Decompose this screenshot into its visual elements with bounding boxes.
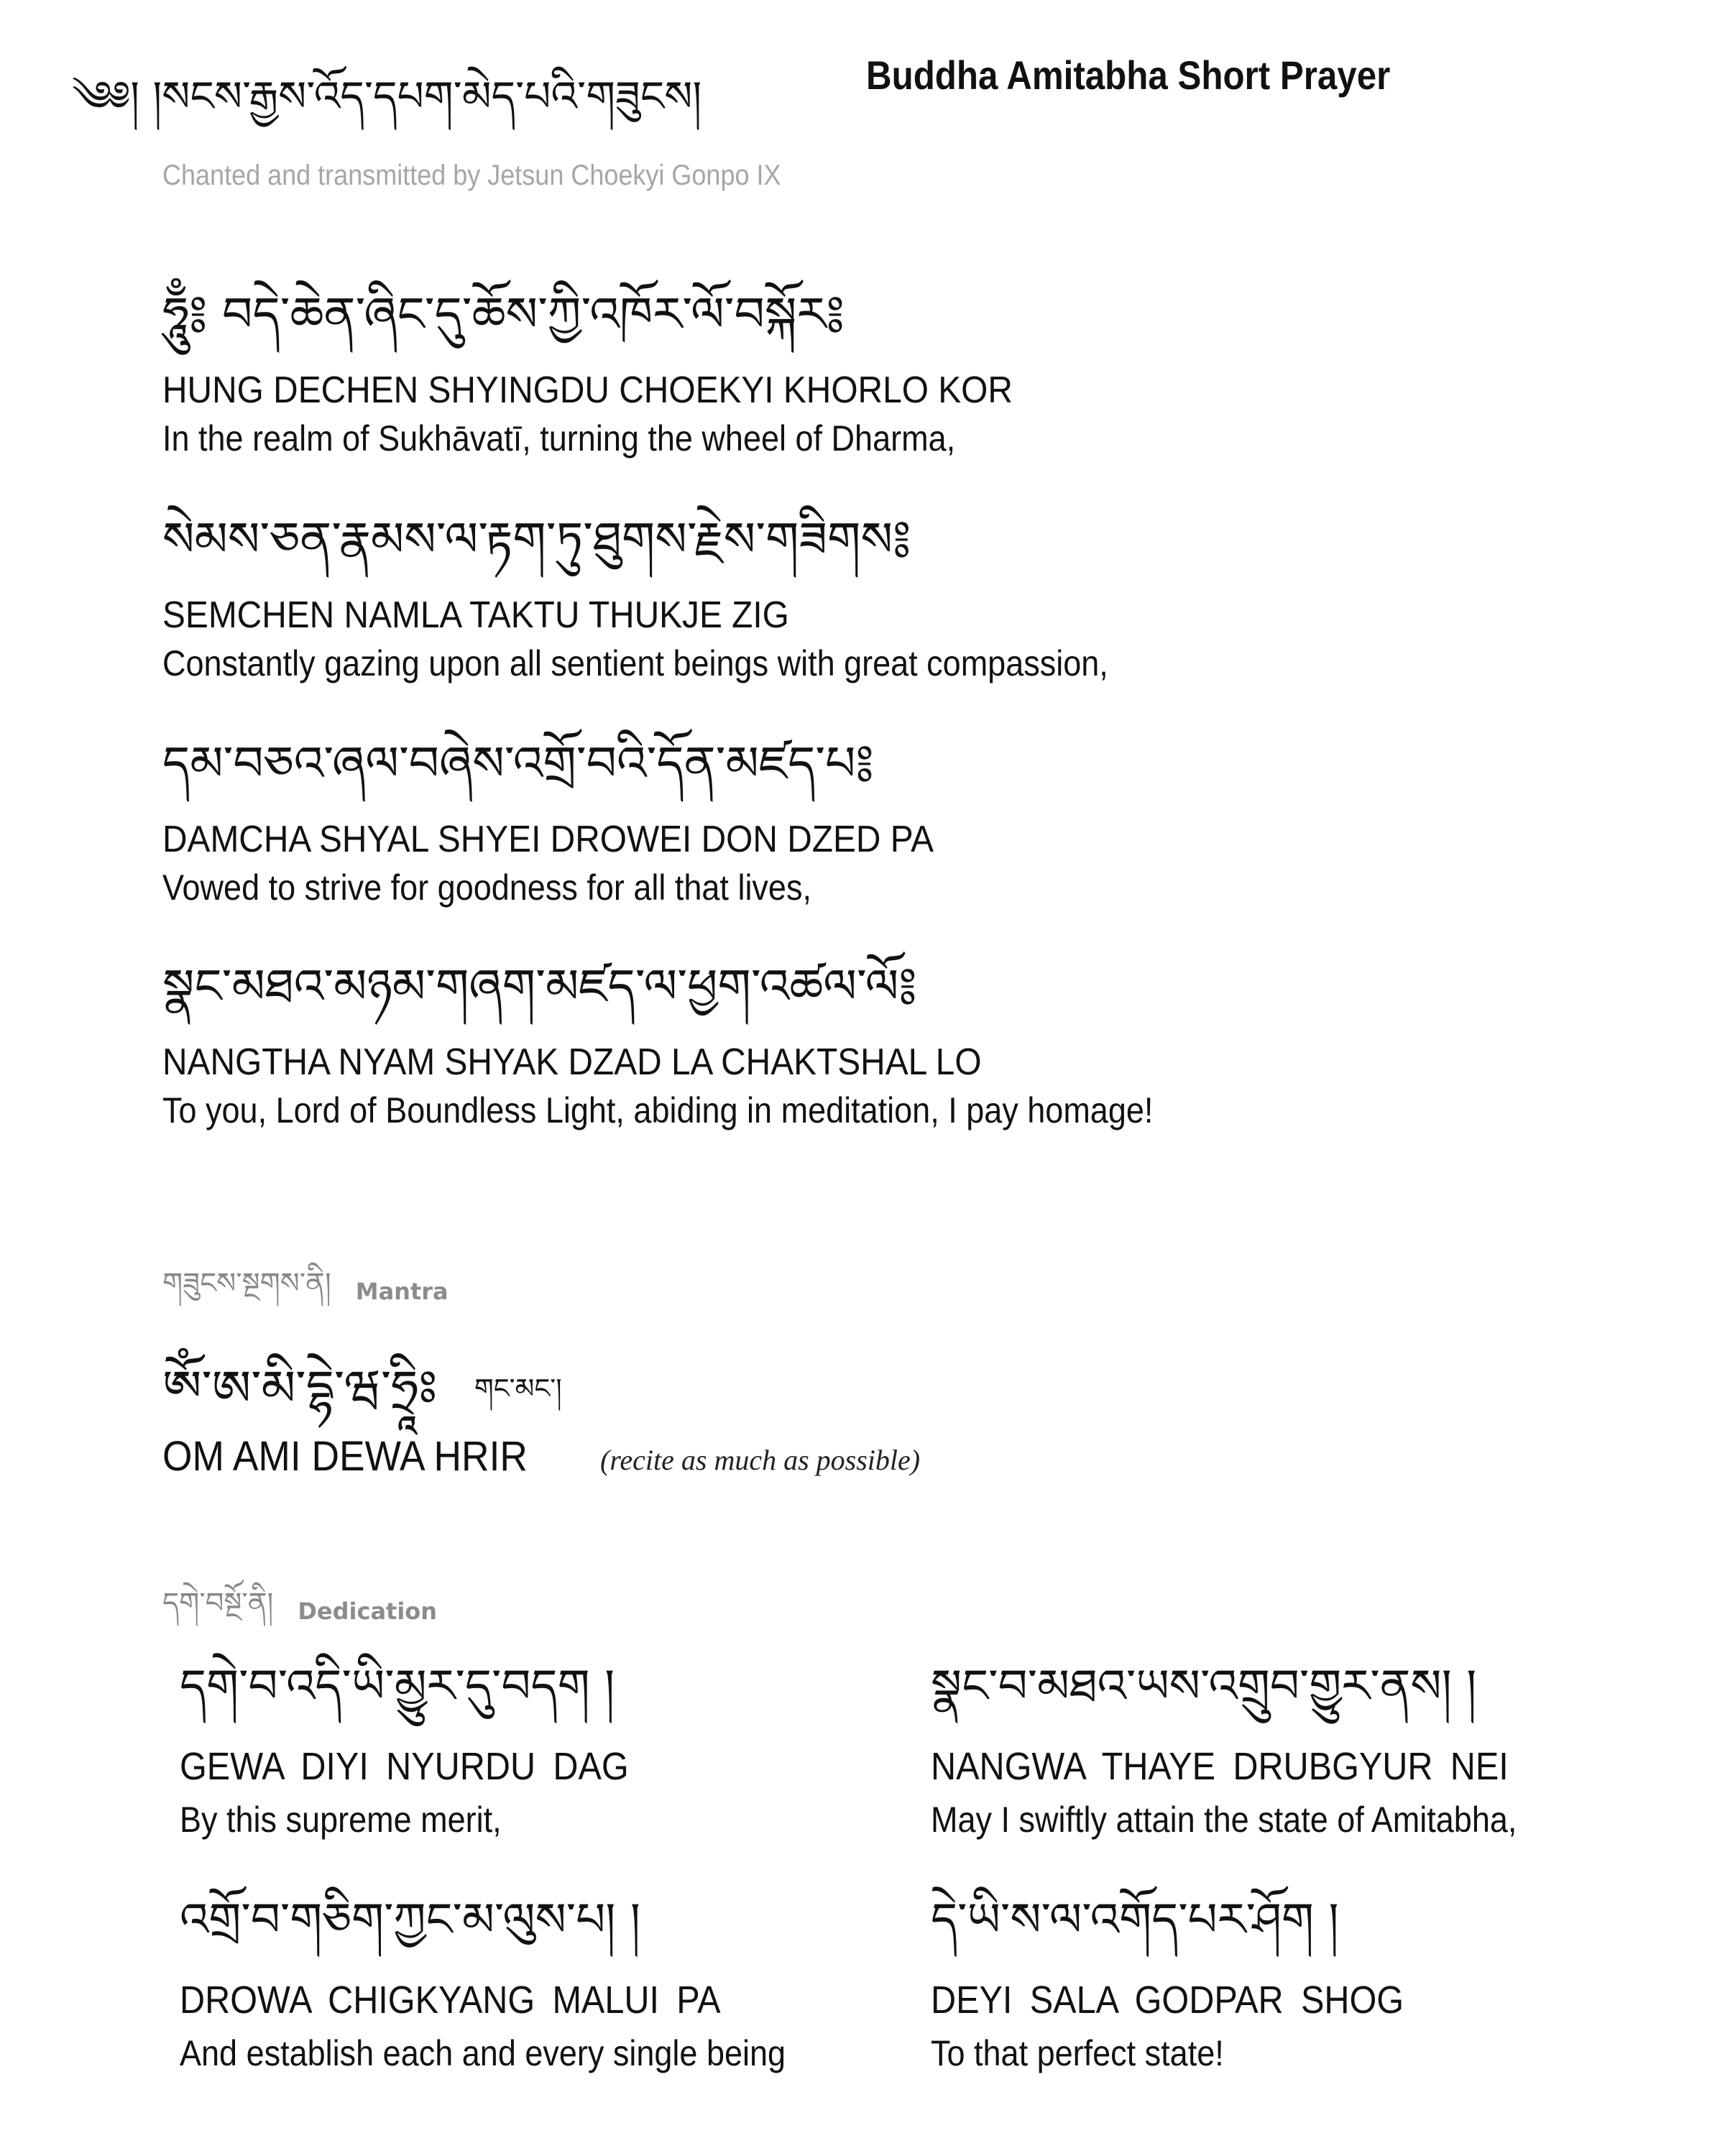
mantra-heading-label: Mantra [355, 1277, 448, 1305]
verse-translation: Constantly gazing upon all sentient beings with great compassion, [162, 643, 1108, 683]
dedication-line-4 [931, 1894, 1456, 2074]
verse-tibetan: སེམས་ཅན་རྣམས་ལ་རྟག་ཏུ་ཐུགས་རྗེས་གཟིགས༔ [162, 512, 911, 567]
dedication-transliteration: GEWA DIYI NYURDU DAG [180, 1745, 629, 1788]
credit-line: Chanted and transmitted by Jetsun Choekyi Gonpo IX [162, 160, 781, 191]
verse-4 [162, 959, 1264, 1130]
verse-translation: Vowed to strive for goodness for all that lives, [162, 867, 811, 908]
verse-transliteration: NANGTHA NYAM SHYAK DZAD LA CHAKTSHAL LO [162, 1041, 982, 1083]
dedication-transliteration: DROWA CHIGKYANG MALUI PA [180, 1978, 721, 2022]
dedication-line-3 [180, 1894, 853, 2074]
mantra-note: (recite as much as possible) [600, 1444, 921, 1476]
dedication-tibetan: དགེ་བ་འདི་ཡི་མྱུར་དུ་བདག ། [180, 1660, 615, 1713]
dedication-translation: By this supreme merit, [180, 1800, 502, 1840]
mantra-tibetan: ཨོཾ་ཨ་མི་དྷེ་ཝ་ཧྲཱིཿ [162, 1360, 438, 1417]
mantra-heading [162, 1250, 448, 1332]
dedication-translation: And establish each and every single being [180, 2033, 786, 2073]
dedication-heading [162, 1570, 437, 1651]
verse-transliteration: DAMCHA SHYAL SHYEI DROWEI DON DZED PA [162, 819, 934, 860]
dedication-line-2 [931, 1660, 1582, 1841]
verse-translation: To you, Lord of Boundless Light, abiding in meditation, I pay homage! [162, 1090, 1154, 1130]
dedication-tibetan: སྣང་བ་མཐའ་ཡས་འགྲུབ་གྱུར་ནས། ། [931, 1660, 1477, 1713]
verse-tibetan: སྣང་མཐའ་མཉམ་གཞག་མཛད་ལ་ཕྱག་འཚལ་ལོ༔ [162, 959, 917, 1014]
dedication-translation: May I swiftly attain the state of Amitabha, [931, 1800, 1517, 1840]
mantra-transliteration: OM AMI DEWA HRIR [162, 1433, 528, 1480]
dedication-tibetan: འགྲོ་བ་གཅིག་ཀྱང་མ་ལུས་པ། ། [180, 1894, 641, 1947]
verse-transliteration: SEMCHEN NAMLA TAKTU THUKJE ZIG [162, 594, 789, 636]
verse-tibetan: དམ་བཅའ་ཞལ་བཞེས་འགྲོ་བའི་དོན་མཛད་པ༔ [162, 736, 874, 791]
verse-translation: In the realm of Sukhāvatī, turning the wheel of Dharma, [162, 418, 956, 459]
page-title: Buddha Amitabha Short Prayer [866, 52, 1391, 98]
tibetan-title: ༄༅། །སངས་རྒྱས་འོད་དཔག་མེད་པའི་གཟུངས། [72, 72, 702, 121]
mantra-heading-tibetan: གཟུངས་སྔགས་ནི། [162, 1267, 331, 1300]
dedication-transliteration: NANGWA THAYE DRUBGYUR NEI [931, 1745, 1509, 1788]
verse-transliteration: HUNG DECHEN SHYINGDU CHOEKYI KHORLO KOR [162, 369, 1013, 411]
dedication-transliteration: DEYI SALA GODPAR SHOG [931, 1978, 1404, 2022]
verse-1 [162, 287, 1087, 459]
verse-3 [162, 736, 1000, 908]
verse-2 [162, 512, 1213, 683]
verse-tibetan: ཧཱུྃ༔ བདེ་ཆེན་ཞིང་དུ་ཆོས་ཀྱི་འཁོར་ལོ་བསྐོར༔ [162, 287, 845, 342]
dedication-translation: To that perfect state! [931, 2033, 1224, 2073]
dedication-tibetan: དེ་ཡི་ས་ལ་འགོད་པར་ཤོག ། [931, 1894, 1339, 1947]
dedication-heading-tibetan: དགེ་བསྔོ་ནི། [162, 1587, 274, 1620]
dedication-heading-label: Dedication [298, 1597, 438, 1625]
dedication-line-1 [180, 1660, 678, 1841]
mantra-tibetan-note: གང་མང་། [474, 1373, 562, 1404]
